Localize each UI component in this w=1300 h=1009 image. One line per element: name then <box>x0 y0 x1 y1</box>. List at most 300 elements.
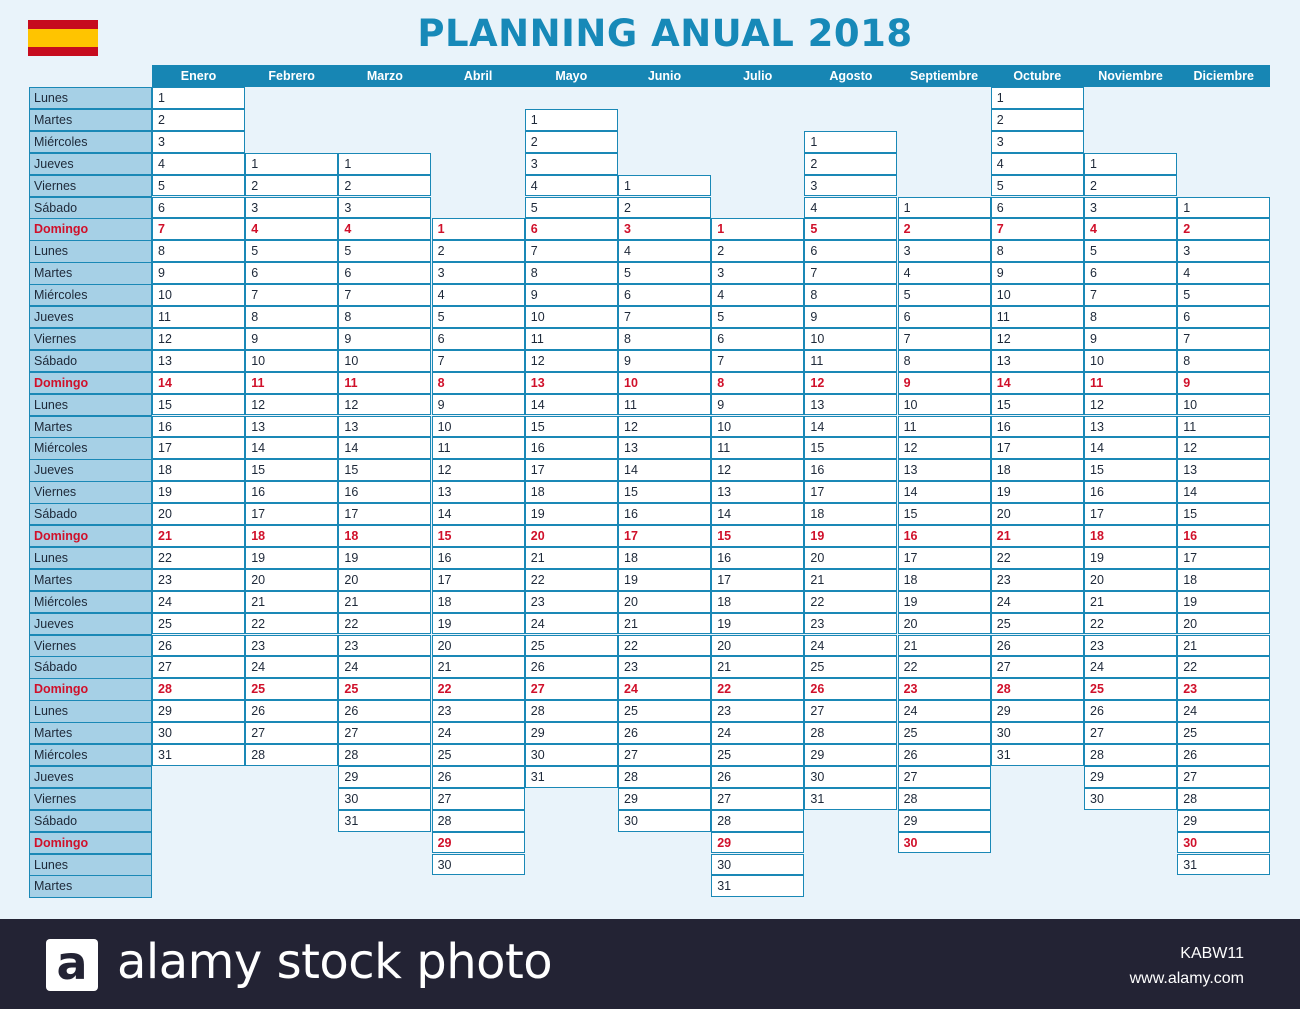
day-cell: 20 <box>525 525 618 547</box>
day-label: Sábado <box>29 656 152 678</box>
day-cell: 22 <box>1177 656 1270 678</box>
day-cell: 24 <box>432 722 525 744</box>
day-cell: 6 <box>432 328 525 350</box>
day-cell: 22 <box>525 569 618 591</box>
day-cell: 21 <box>338 591 431 613</box>
day-cell: 19 <box>804 525 897 547</box>
day-label: Jueves <box>29 153 152 175</box>
day-cell: 20 <box>1177 613 1270 635</box>
day-cell: 6 <box>525 218 618 240</box>
day-cell: 10 <box>1177 394 1270 416</box>
day-cell: 11 <box>1084 372 1177 394</box>
day-cell: 2 <box>1084 175 1177 197</box>
day-cell: 6 <box>711 328 804 350</box>
day-cell: 2 <box>338 175 431 197</box>
day-cell: 22 <box>1084 613 1177 635</box>
day-cell: 29 <box>525 722 618 744</box>
day-cell: 23 <box>432 700 525 722</box>
day-cell: 16 <box>898 525 991 547</box>
day-label: Lunes <box>29 394 152 416</box>
day-cell: 26 <box>245 700 338 722</box>
day-cell: 16 <box>245 481 338 503</box>
day-cell: 25 <box>804 656 897 678</box>
day-cell: 2 <box>1177 218 1270 240</box>
day-cell: 14 <box>245 437 338 459</box>
day-cell: 27 <box>711 788 804 810</box>
day-cell: 31 <box>1177 854 1270 876</box>
day-cell: 10 <box>245 350 338 372</box>
day-cell: 7 <box>898 328 991 350</box>
day-cell: 25 <box>525 635 618 657</box>
day-cell: 11 <box>618 394 711 416</box>
day-cell: 17 <box>245 503 338 525</box>
day-cell: 4 <box>804 197 897 219</box>
day-cell: 10 <box>1084 350 1177 372</box>
day-cell: 28 <box>618 766 711 788</box>
day-cell: 20 <box>898 613 991 635</box>
day-cell: 3 <box>525 153 618 175</box>
day-label: Martes <box>29 109 152 131</box>
day-cell: 5 <box>991 175 1084 197</box>
day-cell: 7 <box>245 284 338 306</box>
day-cell: 2 <box>245 175 338 197</box>
day-cell: 13 <box>711 481 804 503</box>
day-cell: 13 <box>991 350 1084 372</box>
day-cell: 1 <box>618 175 711 197</box>
day-cell: 25 <box>245 678 338 700</box>
day-cell: 14 <box>338 437 431 459</box>
day-cell: 22 <box>804 591 897 613</box>
day-label: Viernes <box>29 635 152 657</box>
day-cell: 22 <box>245 613 338 635</box>
day-cell: 30 <box>525 744 618 766</box>
day-cell: 24 <box>1177 700 1270 722</box>
day-cell: 14 <box>432 503 525 525</box>
day-cell: 9 <box>432 394 525 416</box>
day-cell: 20 <box>1084 569 1177 591</box>
day-cell: 20 <box>711 635 804 657</box>
day-cell: 14 <box>618 459 711 481</box>
day-cell: 8 <box>432 372 525 394</box>
day-cell: 9 <box>991 262 1084 284</box>
day-cell: 26 <box>338 700 431 722</box>
day-cell: 27 <box>1177 766 1270 788</box>
day-cell: 12 <box>1084 394 1177 416</box>
day-cell: 17 <box>618 525 711 547</box>
day-cell: 25 <box>618 700 711 722</box>
day-cell: 21 <box>525 547 618 569</box>
day-cell: 5 <box>338 240 431 262</box>
day-cell: 13 <box>338 416 431 438</box>
day-cell: 6 <box>991 197 1084 219</box>
day-cell: 18 <box>338 525 431 547</box>
day-cell: 29 <box>152 700 245 722</box>
day-cell: 25 <box>1084 678 1177 700</box>
day-cell: 8 <box>1084 306 1177 328</box>
day-cell: 28 <box>1177 788 1270 810</box>
day-cell: 28 <box>432 810 525 832</box>
day-cell: 27 <box>525 678 618 700</box>
day-cell: 6 <box>618 284 711 306</box>
day-cell: 13 <box>1177 459 1270 481</box>
month-header: Agosto <box>829 69 873 83</box>
day-cell: 17 <box>898 547 991 569</box>
day-cell: 9 <box>898 372 991 394</box>
day-cell: 15 <box>152 394 245 416</box>
day-cell: 29 <box>432 832 525 854</box>
day-cell: 7 <box>991 218 1084 240</box>
day-cell: 21 <box>991 525 1084 547</box>
day-cell: 26 <box>1084 700 1177 722</box>
month-header: Abril <box>463 69 493 83</box>
day-cell: 26 <box>152 635 245 657</box>
day-cell: 4 <box>711 284 804 306</box>
month-header: Julio <box>743 69 773 83</box>
day-cell: 19 <box>711 613 804 635</box>
day-cell: 7 <box>804 262 897 284</box>
day-cell: 18 <box>152 459 245 481</box>
day-cell: 5 <box>804 218 897 240</box>
day-cell: 11 <box>432 437 525 459</box>
day-cell: 26 <box>898 744 991 766</box>
day-cell: 25 <box>991 613 1084 635</box>
day-cell: 9 <box>152 262 245 284</box>
day-cell: 12 <box>898 437 991 459</box>
day-cell: 23 <box>804 613 897 635</box>
day-cell: 5 <box>1084 240 1177 262</box>
day-label: Domingo <box>29 218 152 240</box>
day-cell: 30 <box>804 766 897 788</box>
day-label: Sábado <box>29 350 152 372</box>
day-cell: 10 <box>711 416 804 438</box>
day-cell: 11 <box>711 437 804 459</box>
day-cell: 6 <box>804 240 897 262</box>
day-cell: 27 <box>245 722 338 744</box>
day-cell: 23 <box>152 569 245 591</box>
day-cell: 8 <box>991 240 1084 262</box>
day-cell: 9 <box>618 350 711 372</box>
day-cell: 15 <box>898 503 991 525</box>
day-cell: 25 <box>152 613 245 635</box>
day-cell: 3 <box>991 131 1084 153</box>
day-cell: 3 <box>152 131 245 153</box>
day-cell: 19 <box>991 481 1084 503</box>
day-cell: 10 <box>152 284 245 306</box>
day-cell: 30 <box>991 722 1084 744</box>
month-header: Diciembre <box>1193 69 1254 83</box>
day-cell: 15 <box>525 416 618 438</box>
day-cell: 1 <box>711 218 804 240</box>
day-cell: 21 <box>245 591 338 613</box>
day-cell: 7 <box>711 350 804 372</box>
day-cell: 18 <box>245 525 338 547</box>
day-cell: 6 <box>152 197 245 219</box>
day-cell: 16 <box>432 547 525 569</box>
day-cell: 21 <box>1177 635 1270 657</box>
day-cell: 4 <box>618 240 711 262</box>
day-cell: 21 <box>1084 591 1177 613</box>
month-header: Septiembre <box>910 69 979 83</box>
day-cell: 25 <box>338 678 431 700</box>
day-cell: 12 <box>1177 437 1270 459</box>
day-cell: 12 <box>525 350 618 372</box>
day-cell: 9 <box>525 284 618 306</box>
day-cell: 23 <box>338 635 431 657</box>
day-cell: 19 <box>245 547 338 569</box>
day-cell: 17 <box>525 459 618 481</box>
day-cell: 3 <box>338 197 431 219</box>
day-cell: 11 <box>245 372 338 394</box>
day-cell: 3 <box>1177 240 1270 262</box>
day-cell: 29 <box>1084 766 1177 788</box>
day-cell: 16 <box>525 437 618 459</box>
day-cell: 24 <box>152 591 245 613</box>
day-label: Domingo <box>29 372 152 394</box>
day-cell: 1 <box>432 218 525 240</box>
day-cell: 16 <box>804 459 897 481</box>
day-cell: 24 <box>618 678 711 700</box>
day-cell: 7 <box>1177 328 1270 350</box>
day-cell: 15 <box>245 459 338 481</box>
day-cell: 24 <box>991 591 1084 613</box>
day-cell: 28 <box>991 678 1084 700</box>
day-cell: 2 <box>898 218 991 240</box>
day-cell: 14 <box>898 481 991 503</box>
day-cell: 10 <box>991 284 1084 306</box>
day-cell: 22 <box>338 613 431 635</box>
day-cell: 23 <box>525 591 618 613</box>
day-cell: 30 <box>618 810 711 832</box>
day-cell: 2 <box>804 153 897 175</box>
day-cell: 6 <box>1084 262 1177 284</box>
day-label: Viernes <box>29 481 152 503</box>
day-cell: 5 <box>525 197 618 219</box>
day-cell: 1 <box>991 87 1084 109</box>
day-cell: 25 <box>1177 722 1270 744</box>
day-cell: 11 <box>898 416 991 438</box>
day-cell: 16 <box>338 481 431 503</box>
day-cell: 19 <box>618 569 711 591</box>
day-cell: 10 <box>525 306 618 328</box>
day-cell: 22 <box>991 547 1084 569</box>
day-cell: 16 <box>618 503 711 525</box>
day-label: Martes <box>29 722 152 744</box>
day-cell: 9 <box>338 328 431 350</box>
day-cell: 7 <box>152 218 245 240</box>
day-cell: 2 <box>711 240 804 262</box>
day-label: Sábado <box>29 503 152 525</box>
day-cell: 6 <box>338 262 431 284</box>
day-cell: 29 <box>618 788 711 810</box>
day-cell: 17 <box>711 569 804 591</box>
day-cell: 2 <box>152 109 245 131</box>
day-cell: 27 <box>152 656 245 678</box>
day-label: Lunes <box>29 547 152 569</box>
day-cell: 24 <box>525 613 618 635</box>
day-cell: 18 <box>525 481 618 503</box>
day-cell: 16 <box>1084 481 1177 503</box>
day-cell: 31 <box>525 766 618 788</box>
footer-site: www.alamy.com <box>1129 970 1244 987</box>
day-cell: 1 <box>1084 153 1177 175</box>
month-header: Enero <box>180 69 217 83</box>
day-cell: 10 <box>432 416 525 438</box>
day-cell: 31 <box>152 744 245 766</box>
day-cell: 28 <box>152 678 245 700</box>
month-header: Mayo <box>555 69 588 83</box>
day-cell: 10 <box>804 328 897 350</box>
day-label: Viernes <box>29 175 152 197</box>
day-cell: 8 <box>338 306 431 328</box>
image-id: KABW11 <box>1180 945 1244 962</box>
day-label: Martes <box>29 416 152 438</box>
day-cell: 19 <box>152 481 245 503</box>
day-cell: 12 <box>338 394 431 416</box>
day-label: Miércoles <box>29 131 152 153</box>
footer-brand: alamy stock photo <box>117 934 553 990</box>
day-cell: 3 <box>245 197 338 219</box>
day-cell: 11 <box>152 306 245 328</box>
day-cell: 27 <box>618 744 711 766</box>
month-header: Octubre <box>1013 69 1062 83</box>
day-cell: 12 <box>152 328 245 350</box>
day-cell: 5 <box>711 306 804 328</box>
day-cell: 3 <box>618 218 711 240</box>
day-label: Martes <box>29 569 152 591</box>
day-cell: 24 <box>245 656 338 678</box>
day-cell: 29 <box>991 700 1084 722</box>
day-label: Domingo <box>29 832 152 854</box>
day-cell: 26 <box>711 766 804 788</box>
day-cell: 14 <box>991 372 1084 394</box>
day-cell: 20 <box>338 569 431 591</box>
day-cell: 5 <box>245 240 338 262</box>
day-cell: 4 <box>152 153 245 175</box>
day-cell: 7 <box>525 240 618 262</box>
day-cell: 4 <box>338 218 431 240</box>
day-label: Viernes <box>29 788 152 810</box>
day-cell: 10 <box>898 394 991 416</box>
day-label: Miércoles <box>29 284 152 306</box>
day-cell: 26 <box>804 678 897 700</box>
day-cell: 21 <box>618 613 711 635</box>
day-label: Viernes <box>29 328 152 350</box>
day-cell: 17 <box>1084 503 1177 525</box>
day-cell: 1 <box>245 153 338 175</box>
day-cell: 27 <box>432 788 525 810</box>
day-cell: 30 <box>898 832 991 854</box>
day-label: Miércoles <box>29 591 152 613</box>
day-cell: 17 <box>991 437 1084 459</box>
day-label: Miércoles <box>29 744 152 766</box>
day-cell: 30 <box>1084 788 1177 810</box>
day-cell: 28 <box>711 810 804 832</box>
day-cell: 7 <box>1084 284 1177 306</box>
day-cell: 22 <box>152 547 245 569</box>
day-cell: 26 <box>618 722 711 744</box>
day-cell: 31 <box>711 875 804 897</box>
day-cell: 20 <box>618 591 711 613</box>
day-label: Lunes <box>29 700 152 722</box>
day-cell: 6 <box>245 262 338 284</box>
day-cell: 12 <box>804 372 897 394</box>
day-cell: 14 <box>711 503 804 525</box>
day-cell: 27 <box>338 722 431 744</box>
day-cell: 16 <box>152 416 245 438</box>
day-label: Martes <box>29 875 152 897</box>
day-cell: 27 <box>804 700 897 722</box>
day-cell: 26 <box>432 766 525 788</box>
day-cell: 26 <box>1177 744 1270 766</box>
day-cell: 13 <box>432 481 525 503</box>
day-cell: 13 <box>618 437 711 459</box>
day-cell: 28 <box>1084 744 1177 766</box>
day-cell: 20 <box>804 547 897 569</box>
page-title: PLANNING ANUAL 2018 <box>417 12 913 55</box>
day-cell: 9 <box>804 306 897 328</box>
day-cell: 4 <box>245 218 338 240</box>
day-cell: 9 <box>1084 328 1177 350</box>
day-cell: 1 <box>898 197 991 219</box>
day-cell: 28 <box>804 722 897 744</box>
day-cell: 8 <box>711 372 804 394</box>
day-cell: 5 <box>152 175 245 197</box>
month-header: Noviembre <box>1098 69 1163 83</box>
day-cell: 15 <box>432 525 525 547</box>
day-cell: 18 <box>432 591 525 613</box>
day-cell: 6 <box>1177 306 1270 328</box>
day-cell: 1 <box>804 131 897 153</box>
day-cell: 14 <box>525 394 618 416</box>
day-cell: 4 <box>1177 262 1270 284</box>
day-cell: 16 <box>1177 525 1270 547</box>
day-cell: 24 <box>711 722 804 744</box>
day-cell: 30 <box>338 788 431 810</box>
day-cell: 8 <box>1177 350 1270 372</box>
day-label: Lunes <box>29 854 152 876</box>
day-label: Sábado <box>29 197 152 219</box>
day-cell: 24 <box>338 656 431 678</box>
day-cell: 3 <box>898 240 991 262</box>
day-label: Jueves <box>29 306 152 328</box>
day-label: Domingo <box>29 678 152 700</box>
day-cell: 18 <box>991 459 1084 481</box>
day-cell: 4 <box>991 153 1084 175</box>
day-cell: 8 <box>152 240 245 262</box>
day-cell: 28 <box>525 700 618 722</box>
day-cell: 11 <box>991 306 1084 328</box>
day-cell: 11 <box>525 328 618 350</box>
day-cell: 19 <box>1084 547 1177 569</box>
day-cell: 20 <box>152 503 245 525</box>
day-cell: 5 <box>1177 284 1270 306</box>
day-cell: 20 <box>991 503 1084 525</box>
day-cell: 2 <box>618 197 711 219</box>
day-cell: 30 <box>1177 832 1270 854</box>
day-cell: 22 <box>618 635 711 657</box>
day-cell: 17 <box>1177 547 1270 569</box>
day-cell: 8 <box>804 284 897 306</box>
day-cell: 29 <box>711 832 804 854</box>
day-cell: 12 <box>711 459 804 481</box>
day-cell: 23 <box>711 700 804 722</box>
day-cell: 3 <box>432 262 525 284</box>
day-cell: 15 <box>991 394 1084 416</box>
day-cell: 7 <box>618 306 711 328</box>
day-cell: 4 <box>1084 218 1177 240</box>
day-cell: 9 <box>711 394 804 416</box>
day-cell: 16 <box>711 547 804 569</box>
